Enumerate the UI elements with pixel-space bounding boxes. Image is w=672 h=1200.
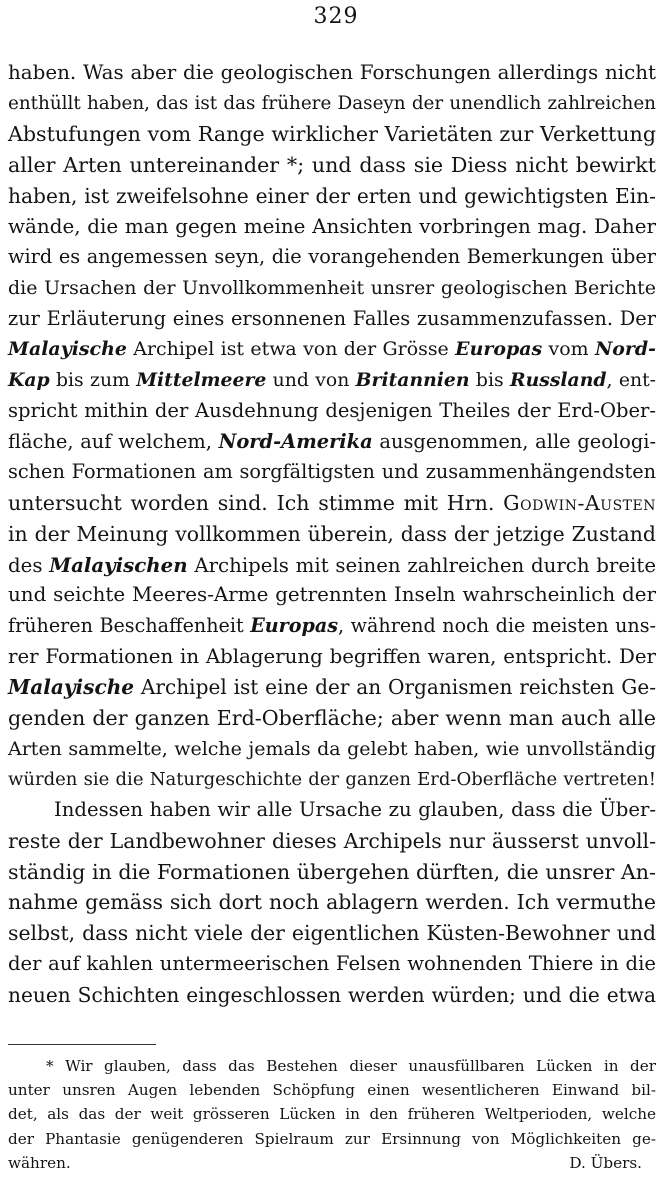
text-line xyxy=(8,826,656,857)
text-run: neuen Schichten eingeschlossen werden würden; und die etwa xyxy=(8,982,656,1007)
footnote-line: det, als das der weit grösseren Lücken in den früheren Weltperioden, welche xyxy=(8,1105,656,1124)
text-line xyxy=(8,119,656,150)
emphasis-term: Europas xyxy=(455,338,543,361)
text-line xyxy=(8,857,656,888)
text-line xyxy=(8,580,656,611)
text-line xyxy=(8,242,656,273)
emphasis-term: Nord- xyxy=(594,338,656,361)
author-name: Godwin-Austen xyxy=(503,491,656,516)
text-run: selbst, dass nicht viele der eigentlichen Küsten-Bewohner und xyxy=(8,921,656,946)
footnote-line: unter unsren Augen lebenden Schöpfung einen wesentlicheren Einwand bil- xyxy=(8,1081,656,1100)
footnote-line: währen. xyxy=(8,1153,71,1172)
emphasis-term: Kap xyxy=(8,369,50,392)
text-line xyxy=(8,212,656,243)
text-line xyxy=(8,58,656,89)
footnote-line: * Wir glauben, dass das Bestehen dieser unausfüllbaren Lücken in der xyxy=(46,1057,656,1075)
text-line xyxy=(8,949,656,980)
emphasis-term: Britannien xyxy=(355,369,470,392)
text-run: schen Formationen am sorgfältigsten und zusammenhängendsten xyxy=(8,460,656,484)
text-line xyxy=(8,795,656,826)
text-run: bis zum xyxy=(49,370,137,392)
text-run: Archipel ist etwa von der Grösse xyxy=(126,338,456,361)
text-line xyxy=(8,611,656,642)
text-run: untersucht worden sind. Ich stimme mit Hrn. xyxy=(8,491,504,516)
text-line xyxy=(8,273,656,304)
text-line xyxy=(8,734,656,765)
text-run: wird es angemessen seyn, die vorangehenden Bemerkungen über xyxy=(8,245,656,269)
text-line xyxy=(8,457,656,488)
text-run: ausgenommen, alle geologi- xyxy=(372,429,657,453)
text-run: haben. Was aber die geologischen Forschungen allerdings nicht xyxy=(8,61,656,84)
text-line xyxy=(8,550,656,581)
text-run: , ent- xyxy=(606,370,657,392)
body-text xyxy=(8,58,656,1010)
text-run: Archipels mit seinen zahlreichen durch breite xyxy=(187,553,657,577)
text-line xyxy=(8,365,656,396)
footnote-signature: D. Übers. xyxy=(569,1153,642,1172)
text-run: wände, die man gegen meine Ansichten vorbringen mag. Daher xyxy=(8,214,656,238)
text-run: würden sie die Naturgeschichte der ganzen Erd-Oberfläche vertreten! xyxy=(8,768,656,790)
text-run: ständig in die Formationen übergehen dürften, die unsrer An- xyxy=(8,859,656,884)
text-run: fläche, auf welchem, xyxy=(8,429,219,453)
text-line xyxy=(8,304,656,335)
footnote-divider xyxy=(8,1044,156,1045)
emphasis-term: Russland xyxy=(509,369,607,392)
text-line xyxy=(8,488,656,519)
text-run: aller Arten untereinander *; und dass sie Diess nicht bewirkt xyxy=(8,153,656,178)
text-run: in der Meinung vollkommen überein, dass der jetzige Zustand xyxy=(8,521,656,546)
text-run: haben, ist zweifelsohne einer der erten und gewichtigsten Ein- xyxy=(8,183,656,208)
text-run: und seichte Meeres-Arme getrennten Inseln wahrscheinlich der xyxy=(8,583,656,607)
text-line xyxy=(8,181,656,212)
text-run: früheren Beschaffenheit xyxy=(8,613,251,637)
emphasis-term: Malayischen xyxy=(49,552,188,577)
text-run: genden der ganzen Erd-Oberfläche; aber wenn man auch alle xyxy=(8,706,656,731)
text-line xyxy=(8,887,656,918)
text-line xyxy=(8,427,656,458)
text-line xyxy=(8,765,656,796)
text-run: zur Erläuterung eines ersonnenen Falles zusammenzufassen. Der xyxy=(8,306,656,330)
text-run: vom xyxy=(542,338,595,361)
text-line xyxy=(8,150,656,181)
text-run: Abstufungen vom Range wirklicher Varietäten zur Verkettung xyxy=(8,122,656,147)
emphasis-term: Malayische xyxy=(8,675,135,700)
text-run: rer Formationen in Ablagerung begriffen waren, entspricht. Der xyxy=(8,644,656,668)
footnote xyxy=(8,1054,656,1175)
text-run: reste der Landbewohner dieses Archipels nur äusserst unvoll- xyxy=(8,828,656,853)
text-line xyxy=(8,519,656,550)
text-run: Archipel ist eine der an Organismen reichsten Ge- xyxy=(134,675,656,700)
emphasis-term: Europas xyxy=(250,613,338,637)
footnote-line: der Phantasie genügenderen Spielraum zur Ersinnung von Möglichkeiten ge- xyxy=(8,1129,656,1148)
page-number: 329 xyxy=(313,4,359,29)
text-run: Arten sammelte, welche jemals da gelebt haben, wie unvollständig xyxy=(8,737,656,760)
text-run: der auf kahlen untermeerischen Felsen wohnenden Thiere in die xyxy=(8,951,656,975)
text-line xyxy=(8,334,656,365)
text-line xyxy=(8,396,656,427)
text-line xyxy=(8,89,656,120)
text-run: spricht mithin der Ausdehnung desjenigen Theiles der Erd-Ober- xyxy=(8,398,656,422)
emphasis-term: Malayische xyxy=(8,338,127,361)
emphasis-term: Nord-Amerika xyxy=(218,429,373,453)
text-line xyxy=(8,980,656,1011)
text-run: und von xyxy=(266,370,356,392)
text-line xyxy=(8,918,656,949)
text-run: , während noch die meisten uns- xyxy=(337,613,656,637)
text-line xyxy=(8,642,656,673)
text-run: enthüllt haben, das ist das frühere Daseyn der unendlich zahlreichen xyxy=(8,92,656,114)
text-run: nahme gemäss sich dort noch ablagern werden. Ich vermuthe xyxy=(8,890,656,915)
text-run: Indessen haben wir alle Ursache zu glauben, dass die Über- xyxy=(54,798,656,822)
text-run: bis xyxy=(469,370,510,392)
emphasis-term: Mittelmeere xyxy=(136,369,267,392)
text-line xyxy=(8,672,656,703)
text-line xyxy=(8,703,656,734)
text-run: die Ursachen der Unvollkommenheit unsrer geologischen Berichte xyxy=(8,277,656,300)
text-run: des xyxy=(8,553,50,577)
footnote-last-line xyxy=(8,1151,656,1175)
